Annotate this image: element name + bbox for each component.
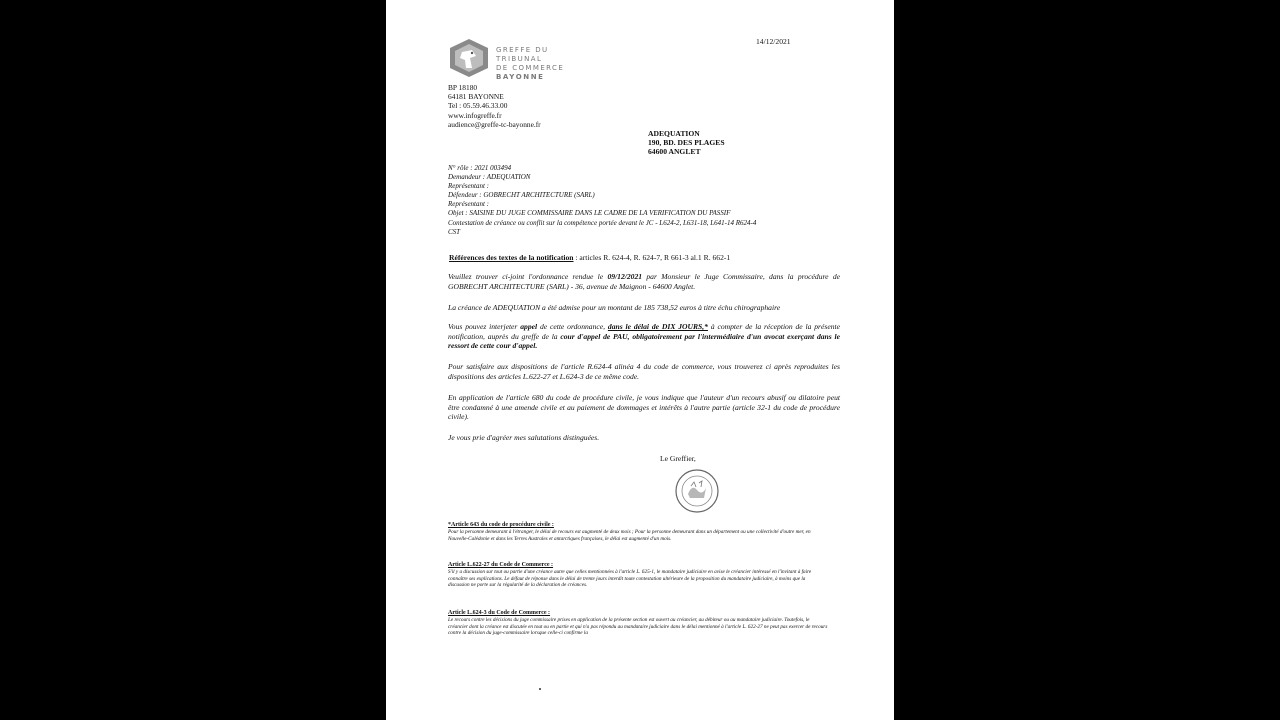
note-643-title: *Article 643 du code de procédure civile : (448, 522, 554, 528)
note-643-text: Pour la personne demeurant à l'étranger, le délai de recours est augmenté de deux mois ; Pour la personne demeurant dans un département ou une collectivité d'outre mer, en Nouvelle-Calédonie et dans les Terres Australes et antarctiques françaises, le délai est augmenté d'un mois. (448, 529, 811, 542)
appel-word: appel (520, 322, 538, 331)
p1-text-b: par Monsieur le Juge Commissaire, dans la procédure de GOBRECHT ARCHITECTURE (SARL) - 36, avenue de Maignon - 64600 Anglet. (448, 272, 841, 291)
case-cst: CST (448, 227, 461, 236)
greffe-logo-icon (448, 38, 490, 78)
ordonnance-date: 09/12/2021 (607, 272, 643, 281)
notification-references (449, 253, 730, 262)
note-l622-27-text: S'il y a discussion sur tout ou partie d'une créance autre que celles mentionnées à l'article L. 625-1, le mandataire judiciaire en avise le créancier intéressé en l'invitant à faire connaître ses explications. Le défaut de réponse dans le délai de trente jours interdit toute contestation ultérieure de la proposition du mandataire judiciaire, à moins que la discussion ne porte sur la régularité de la déclaration de créances. (448, 569, 812, 589)
p3-text-c: à compter de la réception de la présente notification, auprès du greffe de la (448, 322, 840, 341)
contact-city: 64181 BAYONNE (448, 92, 504, 102)
case-representative-1: Représentant : (448, 182, 490, 191)
logo-line-2: DE COMMERCE (496, 64, 565, 72)
references-text: : articles R. 624-4, R. 624-7, R 661-3 al.1 R. 662-1 (573, 253, 731, 262)
case-details (448, 164, 868, 237)
case-contestation: Contestation de créance ou conflit sur la compétence portée devant le JC - L624-2, L631-18, L641-14 R624-4 (448, 218, 757, 227)
note-article-643 (448, 522, 828, 542)
case-representative-2: Représentant : (448, 200, 490, 209)
signature-label: Le Greffier, (660, 454, 696, 463)
note-article-l624-3 (448, 610, 828, 637)
paragraph-appel (448, 322, 840, 351)
recipient-address (648, 129, 725, 157)
sender-contact (448, 83, 541, 129)
case-object: Objet : SAISINE DU JUGE COMMISSAIRE DANS LE CADRE DE LA VERIFICATION DU PASSIF (448, 209, 731, 218)
recipient-name: ADEQUATION (648, 129, 700, 138)
note-l624-3-text: Le recours contre les décisions du juge commissaire prises en application de la présente section est ouvert au créancier, au débiteur ou au mandataire judiciaire. Toutefois, le créancier dont la créance est discutée en tout ou en partie et qui n'a pas répondu au mandataire judiciaire dans le délai mentionné à l'article L. 622-27 ne peut pas exercer de recours contre la décision du juge-commissaire lorsque celle-ci confirme la (448, 617, 828, 637)
paragraph-creance: La créance de ADEQUATION a été admise pour un montant de 185 738,52 euros à titre échu chirographaire (448, 303, 781, 312)
scan-speck (539, 688, 541, 690)
case-plaintiff: Demandeur : ADEQUATION (448, 173, 531, 182)
delai-dix-jours: dans le délai de DIX JOURS,* (607, 322, 708, 331)
paragraph-ordonnance (448, 272, 840, 291)
logo-text (496, 46, 598, 82)
p1-text-a: Veuillez trouver ci-joint l'ordonnance rendue le (448, 272, 608, 281)
greffe-logo (448, 38, 598, 81)
note-l622-27-title: Article L.622-27 du Code de Commerce : (448, 562, 554, 568)
paragraph-dispositions: Pour satisfaire aux dispositions de l'article R.624-4 alinéa 4 du code de commerce, vous trouverez ci après reproduites les dispositions des articles L.622-27 et L.624-3 de ce même code. (448, 362, 840, 381)
note-article-l622-27 (448, 562, 828, 589)
logo-line-3: BAYONNE (496, 73, 545, 81)
cour-appel-text: cour d'appel de PAU, obligatoirement par l'intermédiaire d'un avocat exerçant dans le ressort de cette cour d'appel. (448, 331, 840, 351)
contact-bp: BP 18180 (448, 83, 478, 92)
contact-phone: Tel : 05.59.46.33.00 (448, 101, 508, 111)
p3-text-b: de cette ordonnance, (537, 322, 608, 331)
note-l624-3-title: Article L.624-3 du Code de Commerce : (448, 610, 551, 616)
document-date: 14/12/2021 (756, 37, 791, 46)
official-stamp-icon (674, 468, 720, 514)
document-page (386, 0, 894, 720)
paragraph-salutations: Je vous prie d'agréer mes salutations distinguées. (448, 433, 600, 442)
logo-line-1: GREFFE DU TRIBUNAL (496, 46, 549, 63)
recipient-street: 190, BD. DES PLAGES (648, 138, 725, 148)
case-defendant: Défendeur : GOBRECHT ARCHITECTURE (SARL) (448, 191, 595, 200)
contact-email: audience@greffe-tc-bayonne.fr (448, 119, 541, 129)
contact-website: www.infogreffe.fr (448, 110, 502, 120)
paragraph-article-680: En application de l'article 680 du code de procédure civile, je vous indique que l'auteur d'un recours abusif ou dilatoire peut être condamné à une amende civile et au paiement de dommages et intérêts à l'autre partie (article 32-1 du code de procédure civile). (448, 393, 840, 422)
references-label: Références des textes de la notification (449, 253, 574, 262)
p3-text-a: Vous pouvez interjeter (448, 322, 521, 331)
recipient-city: 64600 ANGLET (648, 147, 701, 157)
case-role-number: N° rôle : 2021 003494 (448, 164, 512, 172)
